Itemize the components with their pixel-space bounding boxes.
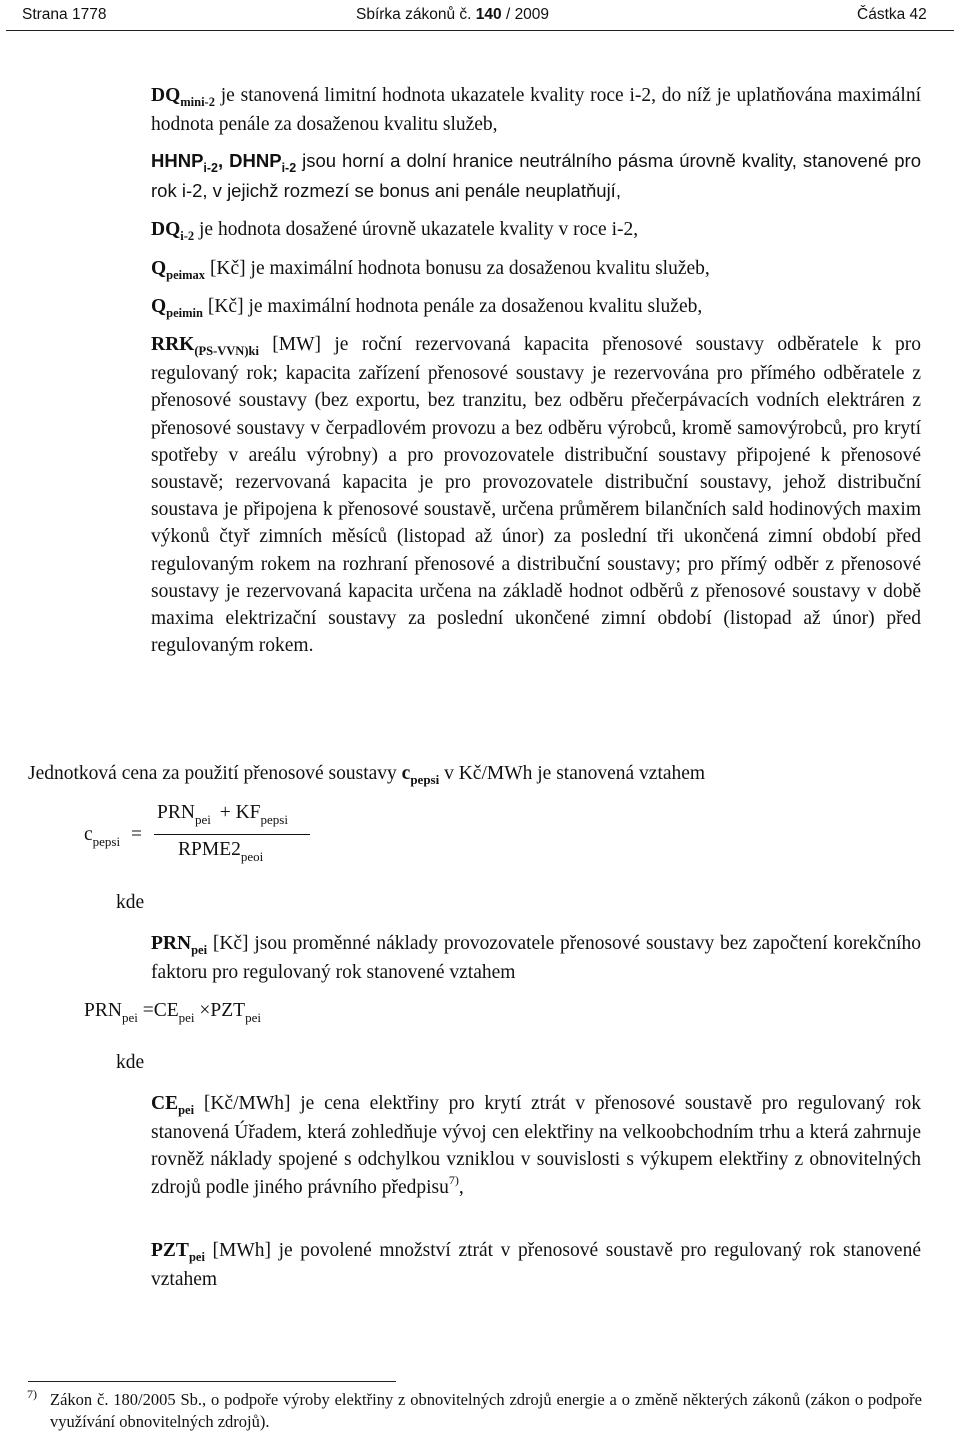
price-symbol-subscript: pepsi [410,772,440,787]
definition-text: [MWh] je povolené množství ztrát v přenosové soustavě pro regulovaný rok stanovené vztahem [151,1240,921,1291]
symbol-subscript: mini-2 [180,95,215,109]
symbol-subscript: pei [191,943,208,957]
symbol: RRK [151,334,195,355]
definition-text: [Kč] jsou proměnné náklady provozovatele přenosové soustavy bez započtení korekčního faktoru pro regulovaný rok stanovené vztahem [151,933,921,984]
footnote-rule [28,1381,396,1382]
symbol: DQ [151,85,181,106]
symbol-subscript: i-2 [203,161,219,175]
formula-times: × [199,1000,211,1021]
symbol-subscript: (PS-VVN)ki [194,344,259,358]
formula-lhs-subscript: pepsi [92,834,121,849]
formula-term-ce-subscript: pei [178,1010,195,1025]
denominator-term: RPME2 [178,839,241,860]
definition-dq-mini [151,82,921,138]
formula-term-prn-subscript: pei [121,1010,138,1025]
numerator-term-b-subscript: pepsi [260,812,288,827]
price-symbol: c [401,763,411,784]
symbol: DQ [151,219,181,240]
intro-text-a: Jednotková cena za použití přenosové soustavy [28,763,402,784]
definition-tail: , [458,1176,464,1198]
definition-text: [Kč] je maximální hodnota bonusu za dosaženou kvalitu služeb, [205,258,710,279]
definition-text: je stanovená limitní hodnota ukazatele kvality roce i-2, do níž je uplatňována maximální hodnota penále za dosaženou kvalitu služeb, [151,85,921,136]
symbol: PZT [151,1240,189,1261]
formula-term-pzt: PZT [210,1000,246,1021]
definition-text: [Kč/MWh] je cena elektřiny pro krytí ztrát v přenosové soustavě pro regulovaný rok stanovená Úřadem, která zohledňuje vývoj cen elektřiny na velkoobchodním trhu a která zahrnuje rovněž náklady spojené s odchylkou vzniklou v souvislosti s výkupem elektřiny z obnovitelných zdrojů podle jiného právního předpisu [151,1093,921,1198]
part-number: Částka 42 [857,6,927,23]
symbol-2: DHNP [229,150,282,171]
definition-ce [151,1090,921,1203]
definition-text: [MW] je roční rezervovaná kapacita přenosové soustavy odběratele k pro regulovaný rok; kapacita zařízení přenosové soustavy je rezervována pro přímého odběratele z přenosové soustavy (bez exportu, bez tranzitu, bez odběru přečerpávacích vodních elektráren z přenosové soustavy v čerpadlovém provozu a bez odběru výrobců, kromě samovýrobců, pro krytí spotřeby v areálu výrobny) a pro provozovatele distribuční soustavy připojené k přenosové soustavě; rezervovaná kapacita je pro provozovatele distribuční soustavy, jehož distribuční soustava je připojena k přenosové soustavě, určena průměrem bilančních sald hodinových maxim výkonů čtyř zimních měsíců (listopad až únor) za poslední tři ukončená zimní období před regulovaným rokem na rozhraní přenosové a distribuční soustavy; pro přímý odběr z přenosové soustavy je rezervovaná kapacita určena na základě hodnot odběrů z přenosové soustavy v době maxima elektrizační soustavy za poslední ukončené zimní období (listopad až únor) před regulovaným rokem. [151,334,921,657]
formula-term-pzt-subscript: pei [245,1010,261,1025]
formula-term-prn: PRN [84,1000,122,1021]
symbol-subscript: pei [188,1250,205,1264]
definition-pzt [151,1237,921,1293]
definition-qpeimin [151,293,921,322]
numerator-term-b: KF [235,802,261,823]
page-header [0,0,960,32]
definition-prn [151,930,921,986]
intro-text-b: v Kč/MWh je stanovená vztahem [439,763,706,784]
numerator-term-a-subscript: pei [194,812,211,827]
definition-neutral-band [151,147,921,204]
symbol-subscript: peimin [166,306,203,320]
symbol-2-subscript: i-2 [281,161,297,175]
footnote-mark: 7) [27,1387,37,1401]
definition-qpeimax [151,255,921,284]
formula-numerator [157,802,288,827]
collection-title [356,6,549,24]
page-number: Strana 1778 [22,6,107,23]
footnote-text: Zákon č. 180/2005 Sb., o podpoře výroby elektřiny z obnovitelných zdrojů energie a o změně některých zákonů (zákon o podpoře využívání obnovitelných zdrojů). [50,1390,922,1431]
kde-label-1: kde [116,892,145,913]
symbol-subscript: pei [178,1103,195,1117]
kde-label-2: kde [116,1052,145,1073]
collection-year: / 2009 [505,6,550,23]
footnote-reference[interactable]: 7) [448,1172,459,1187]
symbol: Q [151,296,167,317]
symbol-subscript: i-2 [180,229,195,243]
formula-prn [84,1000,261,1025]
formula-lhs [84,824,142,849]
numerator-term-a: PRN [157,802,195,823]
symbol: PRN [151,933,192,954]
symbol: HHNP [151,150,204,171]
definition-text: je hodnota dosažené úrovně ukazatele kvality v roce i-2, [194,219,639,240]
formula-plus: + [219,802,231,823]
collection-prefix: Sbírka zákonů č. [356,6,472,23]
formula-equals: = [142,1000,154,1021]
definition-dq [151,216,921,245]
formula-term-ce: CE [153,1000,179,1021]
collection-number: 140 [475,6,502,23]
symbol-subscript: peimax [166,268,206,282]
fraction-bar [154,834,310,835]
formula-denominator [178,839,264,864]
symbol: Q [151,258,167,279]
denominator-term-subscript: peoi [240,849,264,864]
formula-lhs-symbol: c [84,824,93,845]
symbol-separator: , [218,150,230,171]
header-rule [6,30,954,31]
definition-text: jsou horní a dolní hranice neutrálního pásma úrovně kvality, stanovené pro rok i-2, v jejichž rozmezí se bonus ani penále neuplatňují, [151,150,922,202]
formula-equals: = [130,824,142,845]
unit-price-intro [28,763,705,785]
symbol: CE [151,1093,179,1114]
definition-text: [Kč] je maximální hodnota penále za dosaženou kvalitu služeb, [202,296,703,317]
definition-rrk [151,331,921,659]
